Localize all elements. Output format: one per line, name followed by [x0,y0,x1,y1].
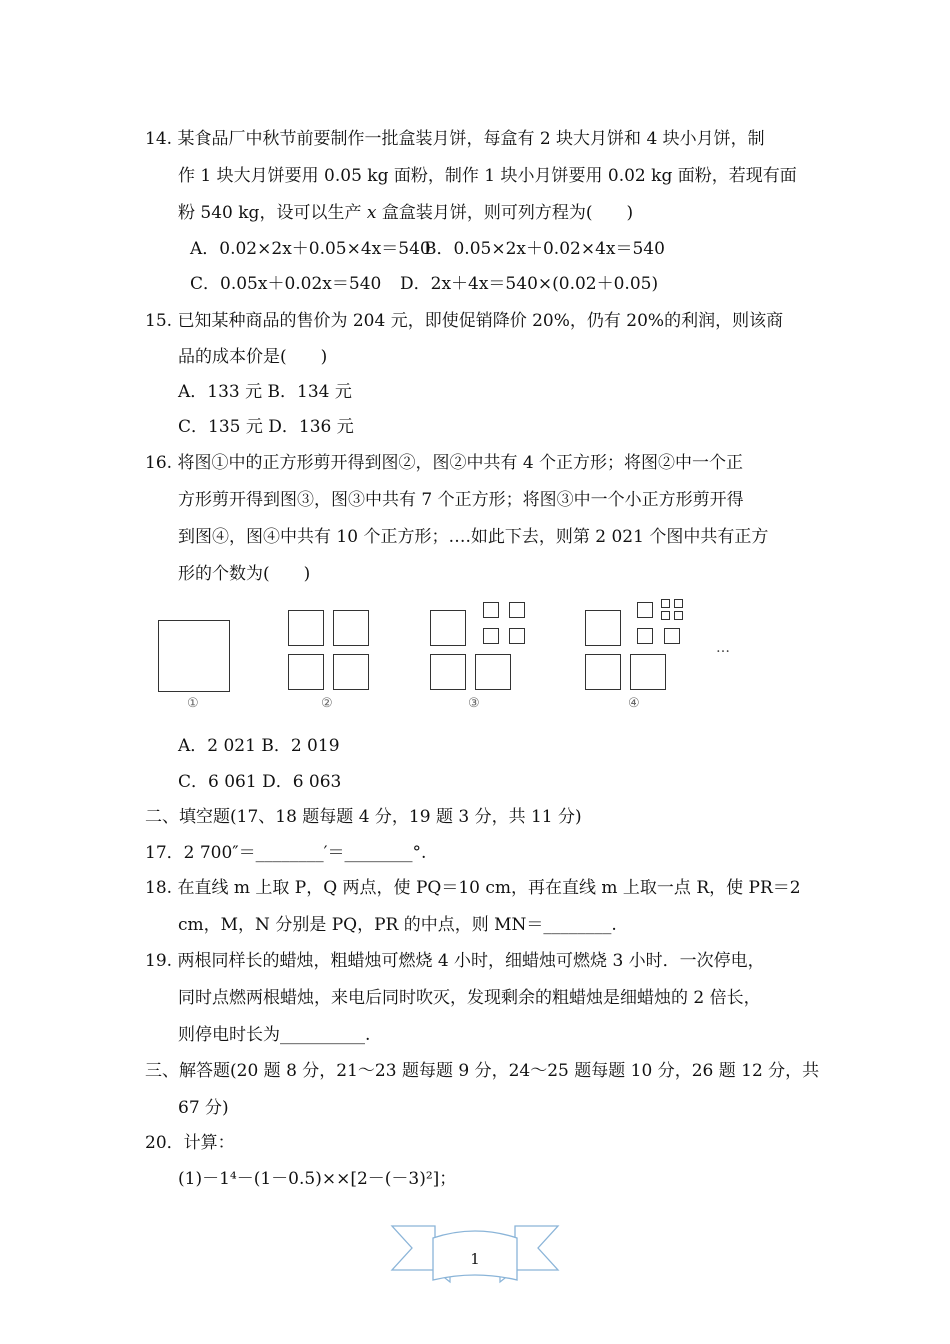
q16-line1: 16. 将图①中的正方形剪开得到图②，图②中共有 4 个正方形；将图②中一个正 [145,453,744,473]
section3-heading-line2: 67 分) [178,1098,229,1118]
q16-line2: 方形剪开得到图③，图③中共有 7 个正方形；将图③中一个小正方形剪开得 [178,490,744,510]
q16-options-ab: A．2 021 B．2 019 [178,736,340,756]
fig3-small-square [509,628,525,644]
fig3-square [430,610,466,646]
q17: 17．2 700″＝________′＝________°. [145,843,427,863]
q15-line2: 品的成本价是( ) [178,347,328,367]
fig1-square [158,620,230,692]
fig4-tiny-square [674,599,683,608]
page-number: 1 [470,1250,480,1268]
fig3-small-square [483,628,499,644]
fig4-tiny-square [661,611,670,620]
fig2-label: ② [321,696,333,711]
q14-line3: 粉 540 kg，设可以生产 x 盒盒装月饼，则可列方程为( ) [178,203,634,223]
squares-figure [150,596,750,716]
page-footer [390,1220,560,1286]
q16-line3: 到图④，图④中共有 10 个正方形；….如此下去，则第 2 021 个图中共有正方 [178,527,769,547]
fig1-label: ① [187,696,199,711]
fig3-small-square [483,602,499,618]
fig2-square [333,654,369,690]
q14-line1: 14. 某食品厂中秋节前要制作一批盒装月饼，每盒有 2 块大月饼和 4 块小月饼，制 [145,129,765,149]
section3-heading-line1: 三、解答题(20 题 8 分，21～23 题每题 9 分，24～25 题每题 10 分，26 题 12 分，共 [145,1061,820,1081]
fig3-label: ③ [468,696,480,711]
fig3-square [430,654,466,690]
q16-line4: 形的个数为( ) [178,564,311,584]
fig4-small-square [637,602,653,618]
fig4-small-square [637,628,653,644]
q19-line3: 则停电时长为__________. [178,1025,371,1045]
fig2-square [288,610,324,646]
q15-options-cd: C．135 元 D．136 元 [178,417,354,437]
q14-option-a: A．0.02×2x＋0.05×4x＝540 [190,239,431,259]
fig4-small-square [664,628,680,644]
q15-options-ab: A．133 元 B．134 元 [178,382,352,402]
fig4-label: ④ [628,696,640,711]
figure-ellipsis: … [716,640,730,656]
fig3-small-square [509,602,525,618]
q18-line1: 18. 在直线 m 上取 P，Q 两点，使 PQ＝10 cm，再在直线 m 上取一点 R，使 PR＝2 [145,878,801,898]
q14-option-c: C．0.05x＋0.02x＝540 [190,274,382,294]
q20-part1: (1)－1⁴－(1－0.5)××[2－(－3)²]； [178,1169,457,1189]
fig4-tiny-square [661,599,670,608]
q16-options-cd: C．6 061 D．6 063 [178,772,342,792]
fig4-square [630,654,666,690]
q14-option-d: D．2x＋4x＝540×(0.02＋0.05) [400,274,659,294]
q20-heading: 20．计算： [145,1133,235,1153]
fig2-square [333,610,369,646]
fig4-square [585,654,621,690]
fig4-tiny-square [674,611,683,620]
q15-line1: 15. 已知某种商品的售价为 204 元，即使促销降价 20%，仍有 20%的利润，则该商 [145,311,784,331]
q14-option-b: B．0.05×2x＋0.02×4x＝540 [424,239,665,259]
q19-line2: 同时点燃两根蜡烛，来电后同时吹灭，发现剩余的粗蜡烛是细蜡烛的 2 倍长， [178,988,761,1008]
fig3-square [475,654,511,690]
fig4-square [585,610,621,646]
section2-heading: 二、填空题(17、18 题每题 4 分，19 题 3 分，共 11 分) [145,807,582,827]
q18-line2: cm，M，N 分别是 PQ，PR 的中点，则 MN＝________. [178,915,617,935]
q19-line1: 19. 两根同样长的蜡烛，粗蜡烛可燃烧 4 小时，细蜡烛可燃烧 3 小时．一次停电， [145,951,765,971]
q14-line2: 作 1 块大月饼要用 0.05 kg 面粉，制作 1 块小月饼要用 0.02 kg 面粉，若现有面 [178,166,797,186]
fig2-square [288,654,324,690]
